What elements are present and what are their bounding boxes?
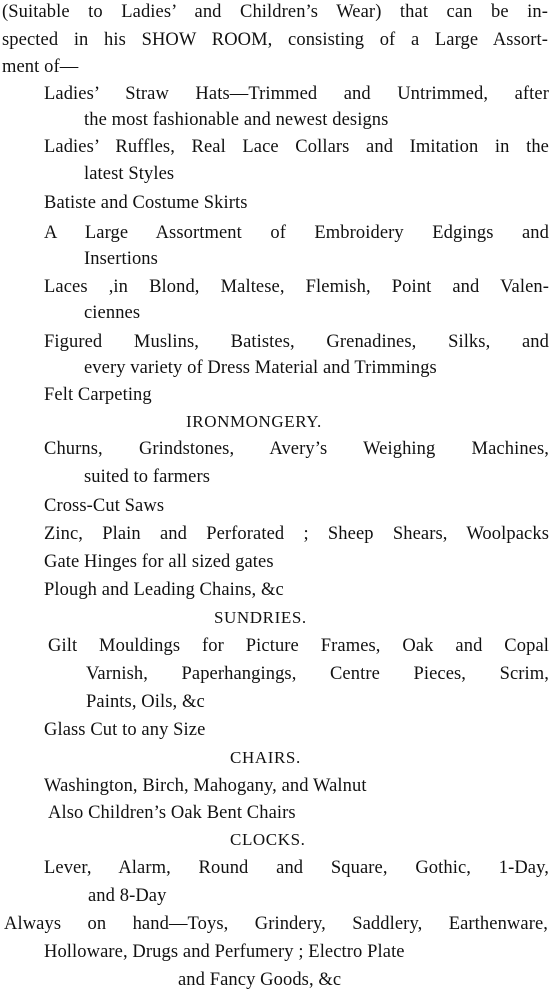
- list-item-ruffles: Ladies’ Ruffles, Real Lace Collars and Imitation in the: [44, 137, 549, 157]
- closing-line-2: Holloware, Drugs and Perfumery ; Electro Plate: [44, 942, 405, 962]
- list-item-muslins: Figured Muslins, Batistes, Grenadines, Silks, and: [44, 332, 549, 352]
- section-heading-ironmongery: IRONMONGERY.: [186, 412, 322, 431]
- list-item-bent-chairs: Also Children’s Oak Bent Chairs: [48, 803, 296, 823]
- section-heading-chairs: CHAIRS.: [230, 748, 301, 767]
- closing-line-3: and Fancy Goods, &c: [178, 970, 342, 990]
- list-item-mouldings-cont-1: Varnish, Paperhangings, Centre Pieces, Scrim,: [86, 664, 549, 684]
- list-item-batiste-skirts: Batiste and Costume Skirts: [44, 193, 248, 213]
- list-item-washington: Washington, Birch, Mahogany, and Walnut: [44, 776, 367, 796]
- list-item-straw-hats-cont: the most fashionable and newest designs: [84, 110, 389, 130]
- list-item-embroidery-cont: Insertions: [84, 249, 158, 269]
- section-heading-sundries: SUNDRIES.: [214, 608, 307, 627]
- list-item-muslins-cont: every variety of Dress Material and Trimmings: [84, 358, 437, 378]
- list-item-straw-hats: Ladies’ Straw Hats—Trimmed and Untrimmed, after: [44, 84, 549, 104]
- list-item-clocks-cont: and 8-Day: [88, 886, 167, 906]
- list-item-gate-hinges: Gate Hinges for all sized gates: [44, 552, 274, 572]
- list-item-clocks: Lever, Alarm, Round and Square, Gothic, 1-Day,: [44, 858, 549, 878]
- list-item-churns: Churns, Grindstones, Avery’s Weighing Machines,: [44, 439, 549, 459]
- list-item-mouldings-cont-2: Paints, Oils, &c: [86, 692, 205, 712]
- list-item-chains: Plough and Leading Chains, &c: [44, 580, 284, 600]
- intro-line-3: ment of—: [2, 57, 79, 77]
- list-item-embroidery: A Large Assortment of Embroidery Edgings and: [44, 223, 549, 243]
- list-item-ruffles-cont: latest Styles: [84, 164, 175, 184]
- list-item-zinc: Zinc, Plain and Perforated ; Sheep Shears, Woolpacks: [44, 524, 549, 544]
- intro-line-2: spected in his SHOW ROOM, consisting of a Large Assort-: [2, 30, 548, 50]
- section-heading-clocks: CLOCKS.: [230, 830, 306, 849]
- closing-line-1: Always on hand—Toys, Grindery, Saddlery, Earthenware,: [4, 914, 548, 934]
- list-item-churns-cont: suited to farmers: [84, 467, 211, 487]
- list-item-mouldings: Gilt Mouldings for Picture Frames, Oak and Copal: [48, 636, 549, 656]
- list-item-laces-cont: ciennes: [84, 303, 141, 323]
- intro-line-1: (Suitable to Ladies’ and Children’s Wear) that can be in-: [2, 2, 548, 22]
- list-item-felt-carpeting: Felt Carpeting: [44, 385, 152, 405]
- list-item-laces: Laces ,in Blond, Maltese, Flemish, Point and Valen-: [44, 277, 549, 297]
- list-item-saws: Cross-Cut Saws: [44, 496, 165, 516]
- list-item-glass: Glass Cut to any Size: [44, 720, 206, 740]
